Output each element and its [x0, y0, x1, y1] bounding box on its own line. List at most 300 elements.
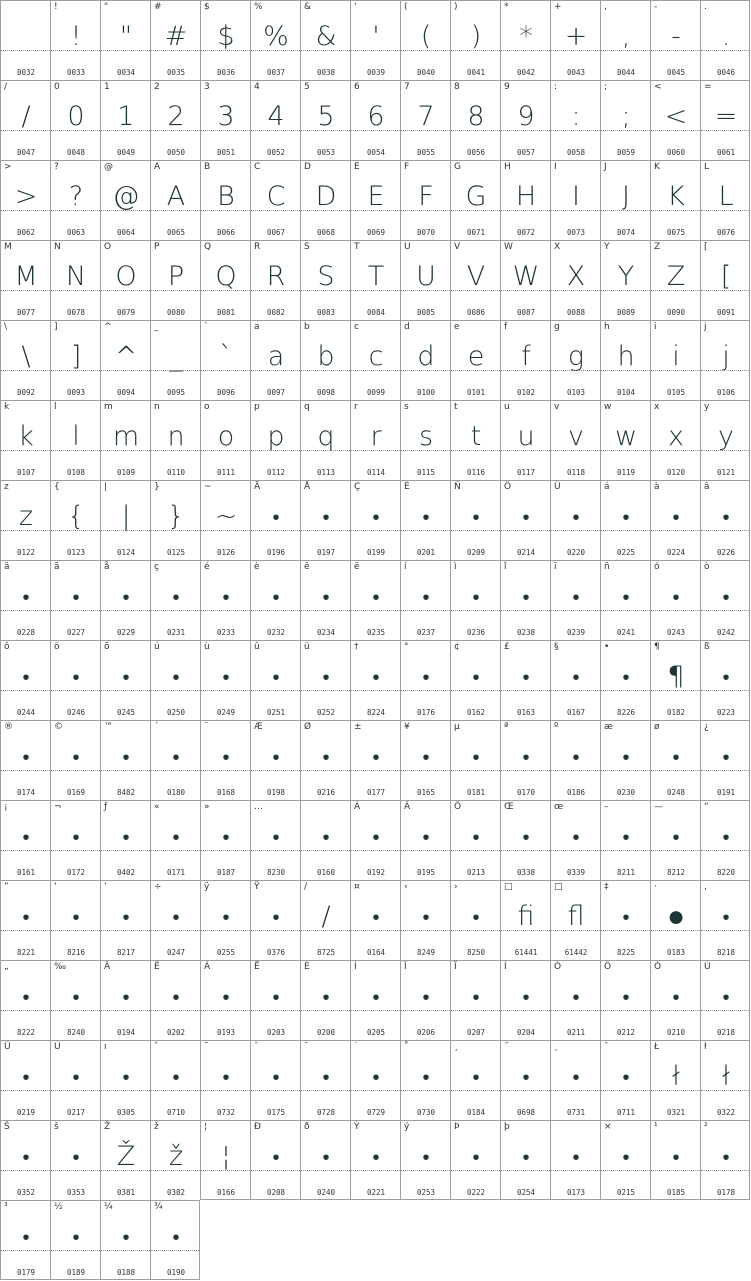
glyph-cell[interactable]: [100, 1200, 150, 1280]
glyph-cell[interactable]: [650, 960, 700, 1040]
glyph-cell[interactable]: [100, 1120, 150, 1200]
glyph-cell[interactable]: [550, 880, 600, 960]
glyph-cell[interactable]: [500, 400, 550, 480]
baseline-guide: [201, 210, 250, 211]
glyph-preview: •: [722, 985, 730, 1009]
glyph-cell[interactable]: [450, 720, 500, 800]
glyph-preview: •: [422, 665, 430, 689]
glyph-cell[interactable]: [50, 720, 100, 800]
baseline-guide: [451, 130, 500, 131]
glyph-cell[interactable]: [500, 880, 550, 960]
glyph-cell[interactable]: [150, 560, 200, 640]
glyph-cell[interactable]: [600, 880, 650, 960]
glyph-preview: ž: [168, 1141, 184, 1172]
character-label: {: [54, 482, 60, 492]
glyph-cell[interactable]: [400, 240, 450, 320]
character-code: 0253: [416, 1188, 436, 1197]
glyph-cell[interactable]: [300, 1120, 350, 1200]
glyph-cell[interactable]: [600, 80, 650, 160]
glyph-cell[interactable]: [250, 640, 300, 720]
glyph-cell[interactable]: [50, 160, 100, 240]
baseline-guide: [451, 1090, 500, 1091]
glyph-cell[interactable]: [700, 480, 750, 560]
glyph-cell[interactable]: [700, 400, 750, 480]
glyph-cell[interactable]: [500, 1120, 550, 1200]
glyph-cell[interactable]: [600, 320, 650, 400]
glyph-cell[interactable]: [400, 480, 450, 560]
glyph-cell[interactable]: [550, 960, 600, 1040]
glyph-cell[interactable]: [150, 1040, 200, 1120]
glyph-cell[interactable]: [700, 960, 750, 1040]
character-code: 0121: [716, 468, 736, 477]
glyph-cell[interactable]: [450, 240, 500, 320]
glyph-cell[interactable]: [250, 1040, 300, 1120]
character-code: 0227: [66, 628, 86, 637]
glyph-cell[interactable]: [500, 0, 550, 80]
glyph-cell[interactable]: [600, 640, 650, 720]
glyph-preview: D: [315, 181, 337, 212]
baseline-guide: [651, 130, 700, 131]
glyph-cell[interactable]: [650, 1040, 700, 1120]
glyph-cell[interactable]: [150, 320, 200, 400]
glyph-cell[interactable]: [700, 880, 750, 960]
glyph-cell[interactable]: [450, 160, 500, 240]
glyph-cell[interactable]: [200, 240, 250, 320]
glyph-cell[interactable]: [250, 720, 300, 800]
glyph-preview: h: [617, 341, 635, 372]
glyph-cell[interactable]: [150, 640, 200, 720]
glyph-cell[interactable]: [500, 320, 550, 400]
glyph-cell[interactable]: [650, 240, 700, 320]
character-code: 0094: [116, 388, 136, 397]
character-code: 0112: [266, 468, 286, 477]
glyph-cell[interactable]: [0, 800, 50, 880]
glyph-cell[interactable]: [150, 80, 200, 160]
character-code: 0229: [116, 628, 136, 637]
glyph-cell[interactable]: [600, 1120, 650, 1200]
glyph-preview: +: [564, 21, 588, 52]
glyph-cell[interactable]: [50, 480, 100, 560]
glyph-cell[interactable]: [550, 240, 600, 320]
baseline-guide: [1, 770, 50, 771]
glyph-cell[interactable]: [100, 880, 150, 960]
glyph-cell[interactable]: [400, 960, 450, 1040]
glyph-cell[interactable]: [150, 160, 200, 240]
glyph-cell[interactable]: [250, 0, 300, 80]
glyph-cell[interactable]: [650, 320, 700, 400]
glyph-cell[interactable]: [600, 1040, 650, 1120]
glyph-cell[interactable]: [400, 1040, 450, 1120]
character-code: 0068: [316, 228, 336, 237]
glyph-cell[interactable]: [550, 1120, 600, 1200]
glyph-cell[interactable]: [350, 960, 400, 1040]
glyph-cell[interactable]: [150, 240, 200, 320]
glyph-cell[interactable]: [450, 0, 500, 80]
glyph-cell[interactable]: [100, 480, 150, 560]
character-label: ˝: [504, 1042, 509, 1052]
glyph-cell[interactable]: [700, 800, 750, 880]
glyph-cell[interactable]: [650, 480, 700, 560]
baseline-guide: [301, 1010, 350, 1011]
glyph-cell[interactable]: [300, 400, 350, 480]
glyph-cell[interactable]: [550, 560, 600, 640]
glyph-cell[interactable]: [500, 480, 550, 560]
glyph-cell[interactable]: [250, 800, 300, 880]
glyph-cell[interactable]: [400, 880, 450, 960]
glyph-cell[interactable]: [0, 320, 50, 400]
glyph-cell[interactable]: [250, 1120, 300, 1200]
glyph-cell[interactable]: [700, 640, 750, 720]
glyph-cell[interactable]: [300, 560, 350, 640]
glyph-cell[interactable]: [250, 320, 300, 400]
character-code: 0086: [466, 308, 486, 317]
glyph-cell[interactable]: [200, 0, 250, 80]
glyph-cell[interactable]: [700, 80, 750, 160]
glyph-preview: •: [572, 665, 580, 689]
glyph-cell[interactable]: [350, 1120, 400, 1200]
glyph-cell[interactable]: [0, 1040, 50, 1120]
baseline-guide: [51, 530, 100, 531]
glyph-cell[interactable]: [0, 480, 50, 560]
glyph-cell[interactable]: [600, 560, 650, 640]
glyph-cell[interactable]: [0, 160, 50, 240]
glyph-cell[interactable]: [0, 640, 50, 720]
glyph-cell[interactable]: [700, 160, 750, 240]
glyph-cell[interactable]: [200, 320, 250, 400]
glyph-cell[interactable]: [350, 1040, 400, 1120]
glyph-cell[interactable]: [50, 1040, 100, 1120]
glyph-cell[interactable]: [100, 400, 150, 480]
glyph-preview: •: [122, 585, 130, 609]
glyph-cell[interactable]: [450, 400, 500, 480]
character-label: ý: [404, 1122, 410, 1132]
glyph-cell[interactable]: [400, 400, 450, 480]
glyph-cell[interactable]: [0, 880, 50, 960]
glyph-cell[interactable]: [650, 80, 700, 160]
glyph-cell[interactable]: [200, 560, 250, 640]
glyph-cell[interactable]: [350, 80, 400, 160]
glyph-cell[interactable]: [650, 0, 700, 80]
glyph-cell[interactable]: [550, 0, 600, 80]
glyph-cell[interactable]: [450, 1040, 500, 1120]
glyph-cell[interactable]: [600, 240, 650, 320]
character-code: 0213: [466, 868, 486, 877]
character-label: ˆ: [154, 1042, 159, 1052]
glyph-cell[interactable]: [100, 560, 150, 640]
glyph-cell[interactable]: [700, 0, 750, 80]
character-code: 0179: [16, 1268, 36, 1277]
glyph-cell[interactable]: [600, 160, 650, 240]
baseline-guide: [351, 530, 400, 531]
baseline-guide: [101, 690, 150, 691]
glyph-cell[interactable]: [100, 160, 150, 240]
character-label: ë: [354, 562, 360, 572]
glyph-cell[interactable]: [100, 960, 150, 1040]
glyph-preview: •: [522, 825, 530, 849]
glyph-preview: %: [263, 21, 289, 52]
glyph-cell[interactable]: [550, 480, 600, 560]
glyph-cell[interactable]: [50, 800, 100, 880]
character-code: 0105: [666, 388, 686, 397]
glyph-cell[interactable]: [400, 720, 450, 800]
glyph-cell[interactable]: [550, 640, 600, 720]
glyph-preview: <: [664, 101, 688, 132]
glyph-cell[interactable]: [300, 80, 350, 160]
glyph-cell[interactable]: [650, 400, 700, 480]
character-label: „: [4, 962, 9, 972]
glyph-cell[interactable]: [450, 800, 500, 880]
glyph-cell[interactable]: [400, 800, 450, 880]
glyph-preview: u: [517, 421, 535, 452]
glyph-cell[interactable]: [150, 0, 200, 80]
glyph-cell[interactable]: [0, 1120, 50, 1200]
glyph-cell[interactable]: [150, 1120, 200, 1200]
glyph-cell[interactable]: [300, 720, 350, 800]
glyph-cell[interactable]: [500, 560, 550, 640]
glyph-cell[interactable]: [50, 560, 100, 640]
glyph-cell[interactable]: [500, 640, 550, 720]
glyph-cell[interactable]: [0, 560, 50, 640]
glyph-cell[interactable]: [350, 400, 400, 480]
baseline-guide: [651, 370, 700, 371]
glyph-cell[interactable]: [600, 0, 650, 80]
glyph-cell[interactable]: [650, 560, 700, 640]
glyph-cell[interactable]: [650, 800, 700, 880]
glyph-cell[interactable]: [250, 400, 300, 480]
glyph-cell[interactable]: [250, 80, 300, 160]
glyph-cell[interactable]: [250, 960, 300, 1040]
glyph-cell[interactable]: [400, 160, 450, 240]
glyph-cell[interactable]: [700, 560, 750, 640]
glyph-cell[interactable]: [0, 400, 50, 480]
glyph-cell[interactable]: [550, 720, 600, 800]
glyph-cell[interactable]: [650, 640, 700, 720]
glyph-cell[interactable]: [350, 480, 400, 560]
glyph-preview: •: [622, 505, 630, 529]
glyph-cell[interactable]: [400, 640, 450, 720]
character-code: 0073: [566, 228, 586, 237]
glyph-cell[interactable]: [200, 960, 250, 1040]
glyph-preview: •: [622, 1145, 630, 1169]
character-code: 0064: [116, 228, 136, 237]
glyph-cell[interactable]: [150, 1200, 200, 1280]
glyph-cell[interactable]: [350, 160, 400, 240]
glyph-cell[interactable]: [450, 320, 500, 400]
baseline-guide: [351, 1010, 400, 1011]
glyph-cell[interactable]: [700, 320, 750, 400]
glyph-cell[interactable]: [300, 960, 350, 1040]
glyph-cell[interactable]: [50, 1120, 100, 1200]
glyph-cell[interactable]: [100, 720, 150, 800]
glyph-cell[interactable]: [100, 80, 150, 160]
glyph-cell[interactable]: [700, 1120, 750, 1200]
glyph-cell[interactable]: [200, 480, 250, 560]
glyph-preview: •: [22, 585, 30, 609]
glyph-cell[interactable]: [250, 880, 300, 960]
glyph-cell[interactable]: [550, 1040, 600, 1120]
baseline-guide: [701, 370, 749, 371]
glyph-cell[interactable]: [650, 1120, 700, 1200]
glyph-cell[interactable]: [350, 320, 400, 400]
glyph-cell[interactable]: [200, 1120, 250, 1200]
glyph-cell[interactable]: [150, 480, 200, 560]
glyph-cell[interactable]: [400, 0, 450, 80]
glyph-cell[interactable]: [50, 880, 100, 960]
glyph-cell[interactable]: [150, 960, 200, 1040]
glyph-cell[interactable]: [450, 1120, 500, 1200]
glyph-cell[interactable]: [50, 400, 100, 480]
glyph-cell[interactable]: [250, 160, 300, 240]
glyph-preview: z: [18, 501, 34, 532]
glyph-cell[interactable]: [450, 960, 500, 1040]
glyph-cell[interactable]: [650, 160, 700, 240]
character-label: ÿ: [204, 882, 210, 892]
glyph-cell[interactable]: [350, 560, 400, 640]
glyph-cell[interactable]: [300, 1040, 350, 1120]
character-label: Ò: [654, 962, 662, 972]
glyph-cell[interactable]: [300, 480, 350, 560]
baseline-guide: [201, 530, 250, 531]
glyph-cell[interactable]: [550, 160, 600, 240]
glyph-cell[interactable]: [350, 0, 400, 80]
glyph-cell[interactable]: [150, 880, 200, 960]
glyph-cell[interactable]: [200, 720, 250, 800]
glyph-cell[interactable]: [600, 480, 650, 560]
glyph-cell[interactable]: [50, 80, 100, 160]
glyph-cell[interactable]: [650, 720, 700, 800]
glyph-preview: •: [172, 1065, 180, 1089]
glyph-cell[interactable]: [400, 560, 450, 640]
glyph-preview: *: [519, 21, 533, 52]
glyph-cell[interactable]: [0, 1200, 50, 1280]
glyph-cell[interactable]: [500, 960, 550, 1040]
glyph-cell[interactable]: [150, 800, 200, 880]
glyph-cell[interactable]: [50, 1200, 100, 1280]
glyph-cell[interactable]: [100, 1040, 150, 1120]
glyph-preview: •: [572, 505, 580, 529]
baseline-guide: [1, 690, 50, 691]
character-code: 0119: [616, 468, 636, 477]
glyph-cell[interactable]: [200, 880, 250, 960]
glyph-cell[interactable]: [200, 80, 250, 160]
glyph-cell[interactable]: [450, 640, 500, 720]
glyph-cell[interactable]: [100, 640, 150, 720]
character-label: q: [304, 402, 310, 412]
glyph-cell[interactable]: [500, 160, 550, 240]
glyph-cell[interactable]: [700, 1040, 750, 1120]
glyph-cell[interactable]: [200, 400, 250, 480]
glyph-cell[interactable]: [100, 0, 150, 80]
glyph-cell[interactable]: [200, 1040, 250, 1120]
glyph-cell[interactable]: [150, 400, 200, 480]
glyph-cell[interactable]: [0, 720, 50, 800]
character-code: 0124: [116, 548, 136, 557]
glyph-cell[interactable]: [550, 400, 600, 480]
glyph-cell[interactable]: [100, 800, 150, 880]
glyph-cell[interactable]: [200, 160, 250, 240]
glyph-cell[interactable]: [200, 800, 250, 880]
glyph-cell[interactable]: [0, 0, 50, 80]
character-code: 8217: [116, 948, 136, 957]
glyph-cell[interactable]: [400, 80, 450, 160]
character-code: 0232: [266, 628, 286, 637]
glyph-cell[interactable]: [50, 960, 100, 1040]
glyph-cell[interactable]: [500, 800, 550, 880]
glyph-cell[interactable]: [250, 480, 300, 560]
glyph-preview: •: [722, 905, 730, 929]
glyph-cell[interactable]: [300, 880, 350, 960]
glyph-cell[interactable]: [0, 960, 50, 1040]
baseline-guide: [201, 610, 250, 611]
glyph-cell[interactable]: [650, 880, 700, 960]
glyph-cell[interactable]: [0, 240, 50, 320]
character-code: 0096: [216, 388, 236, 397]
glyph-cell[interactable]: [300, 640, 350, 720]
character-code: 0217: [66, 1108, 86, 1117]
character-label: i: [654, 322, 657, 332]
glyph-cell[interactable]: [550, 320, 600, 400]
glyph-cell[interactable]: [300, 800, 350, 880]
glyph-cell[interactable]: [100, 320, 150, 400]
glyph-preview: •: [572, 745, 580, 769]
glyph-cell[interactable]: [400, 1120, 450, 1200]
glyph-cell[interactable]: [400, 320, 450, 400]
character-code: 0222: [466, 1188, 486, 1197]
glyph-preview: •: [72, 985, 80, 1009]
glyph-cell[interactable]: [350, 720, 400, 800]
glyph-cell[interactable]: [350, 240, 400, 320]
glyph-cell[interactable]: [550, 80, 600, 160]
character-code: 8216: [66, 948, 86, 957]
glyph-cell[interactable]: [450, 480, 500, 560]
glyph-cell[interactable]: [200, 640, 250, 720]
glyph-cell[interactable]: [300, 320, 350, 400]
glyph-cell[interactable]: [700, 720, 750, 800]
glyph-cell[interactable]: [600, 400, 650, 480]
glyph-cell[interactable]: [350, 880, 400, 960]
glyph-cell[interactable]: [0, 80, 50, 160]
glyph-cell[interactable]: [300, 0, 350, 80]
glyph-cell[interactable]: [450, 80, 500, 160]
character-code: 0120: [666, 468, 686, 477]
glyph-cell[interactable]: [450, 560, 500, 640]
glyph-cell[interactable]: [500, 720, 550, 800]
glyph-cell[interactable]: [250, 240, 300, 320]
glyph-cell[interactable]: [500, 240, 550, 320]
glyph-cell[interactable]: [300, 160, 350, 240]
glyph-cell[interactable]: [100, 240, 150, 320]
glyph-cell[interactable]: [350, 800, 400, 880]
glyph-cell[interactable]: [600, 800, 650, 880]
glyph-cell[interactable]: [700, 240, 750, 320]
glyph-cell[interactable]: [600, 720, 650, 800]
glyph-preview: ~: [214, 501, 238, 532]
glyph-preview: 1: [117, 101, 135, 132]
glyph-cell[interactable]: [50, 240, 100, 320]
glyph-cell[interactable]: [350, 640, 400, 720]
glyph-cell[interactable]: [500, 80, 550, 160]
glyph-cell[interactable]: [500, 1040, 550, 1120]
glyph-cell[interactable]: [150, 720, 200, 800]
glyph-cell[interactable]: [50, 640, 100, 720]
glyph-cell[interactable]: [450, 880, 500, 960]
glyph-cell[interactable]: [250, 560, 300, 640]
glyph-cell[interactable]: [550, 800, 600, 880]
glyph-cell[interactable]: [50, 0, 100, 80]
glyph-cell[interactable]: [600, 960, 650, 1040]
glyph-cell[interactable]: [300, 240, 350, 320]
glyph-cell[interactable]: [50, 320, 100, 400]
